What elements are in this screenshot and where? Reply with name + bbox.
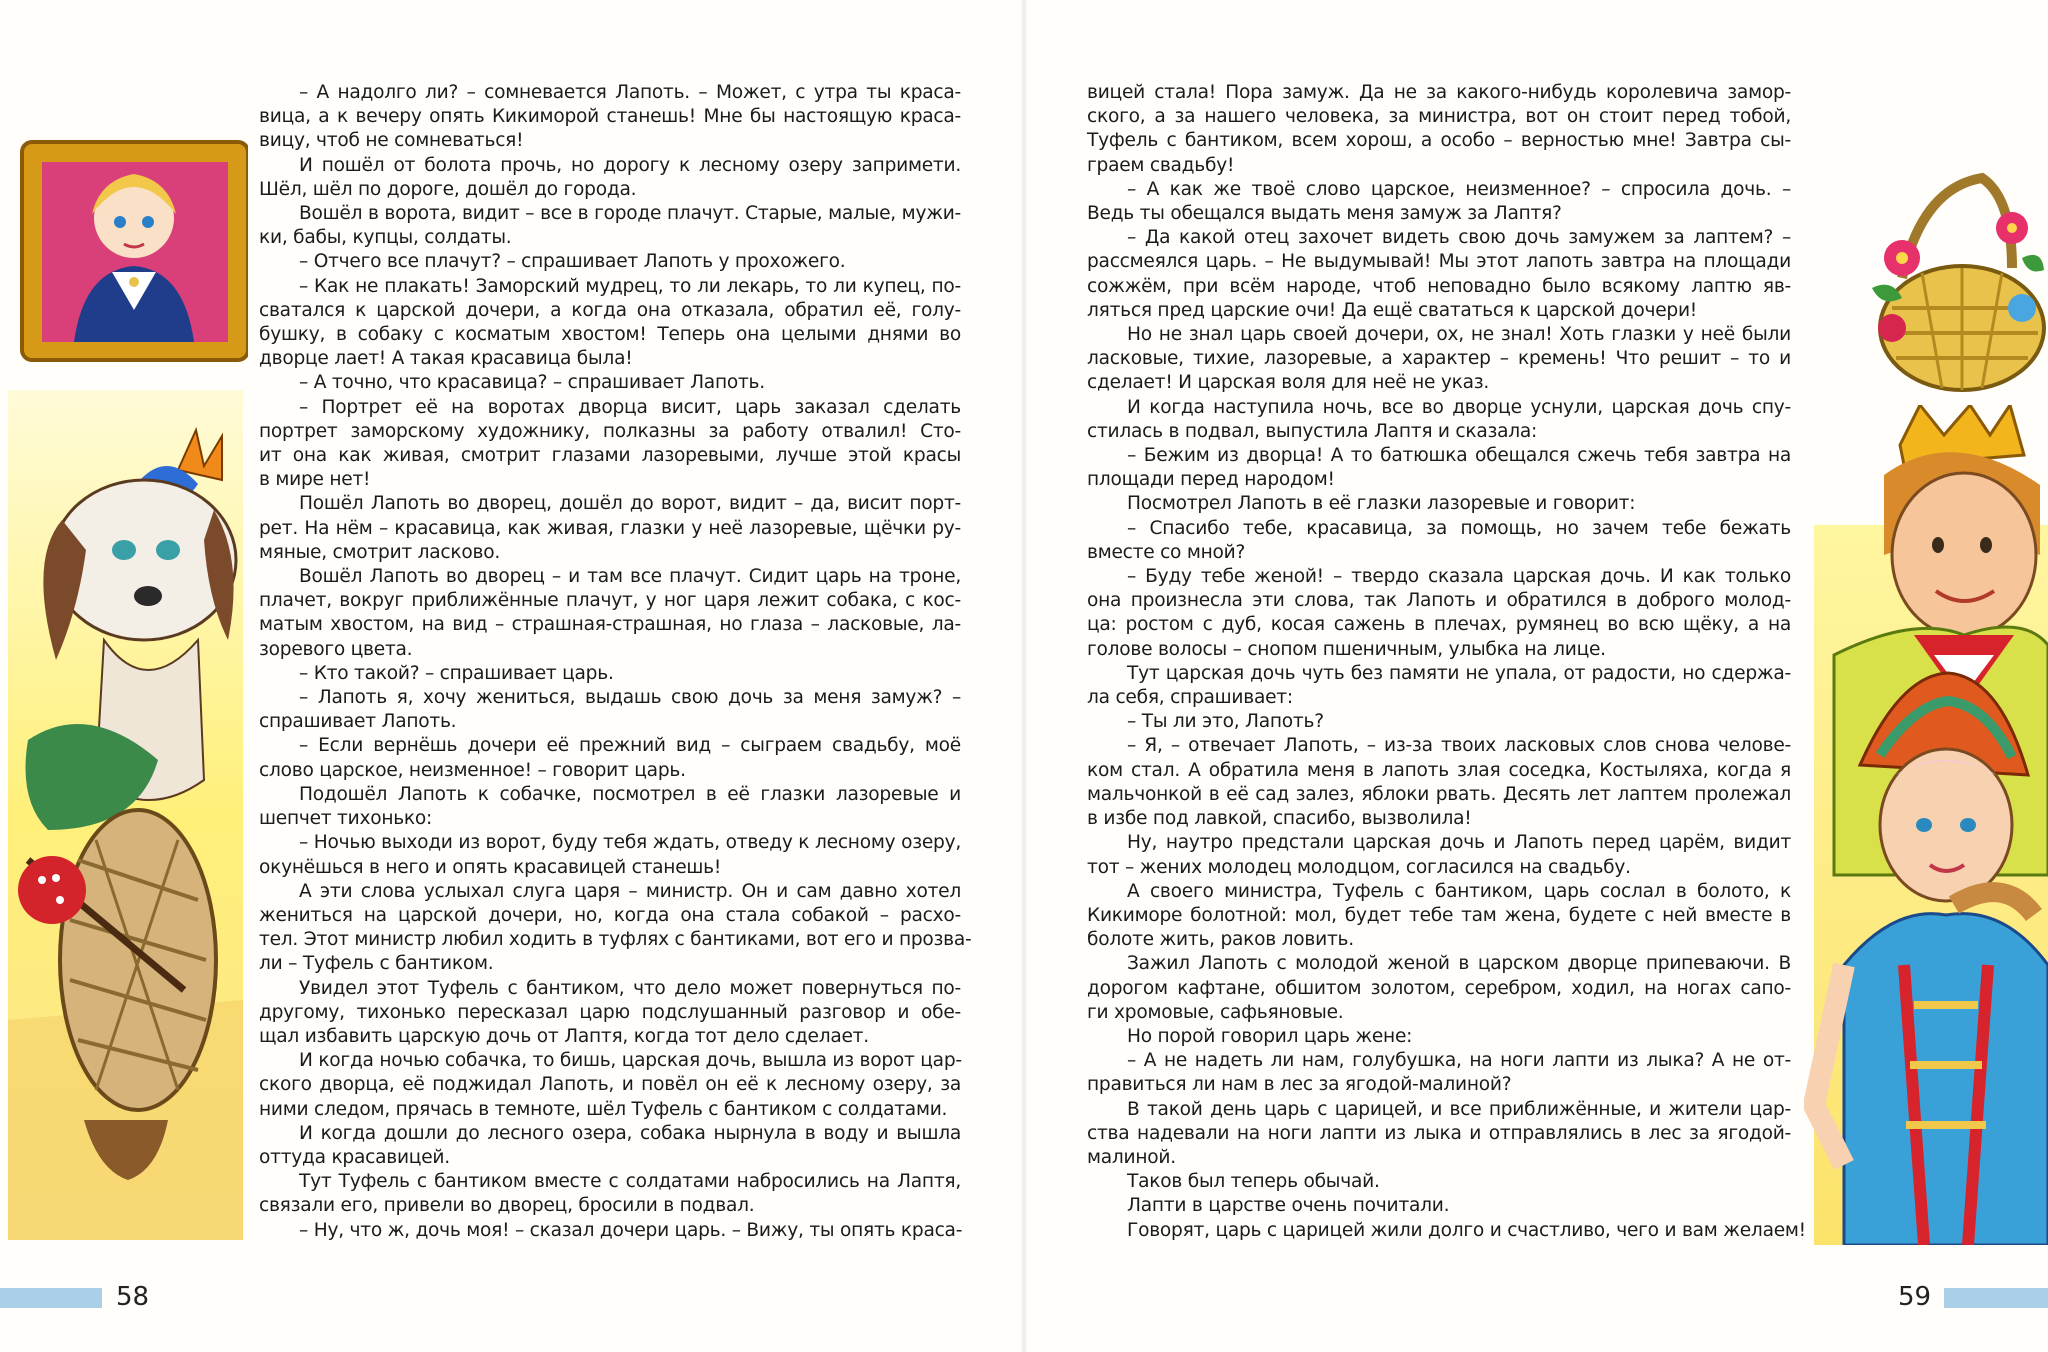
text-line: – Ну, что ж, дочь моя! – сказал дочери царь. – Вижу, ты опять краса- [299,1219,963,1241]
text-line: Ведь ты обещался выдать меня замуж за Лаптя? [1087,203,1562,225]
text-line: окунёшься в него и опять красавицей станешь! [259,856,722,878]
text-line: зоревого цвета. [259,638,413,660]
text-line: – Я, – отвечает Лапоть, – из-за твоих ласковых слов снова челове- [1127,735,1791,757]
text-line: ними следом, прячась в темноте, шёл Туфель с бантиком с солдатами. [259,1098,948,1120]
left-illustration-art [8,140,248,1240]
text-line: плачет, вокруг приближённые плачут, у ног царя лежит собака, с кос- [259,590,961,612]
text-line: – Спасибо тебе, красавица, за помощь, но зачем тебе бежать [1127,517,1791,539]
flower-basket-icon [1862,158,2048,398]
text-line: правиться ли нам в лес за ягодой-малиной? [1087,1074,1512,1096]
text-line: ги хромовые, сафьяновые. [1087,1001,1344,1023]
text-line: вицей стала! Пора замуж. Да не за какого-нибудь королевича замор- [1087,82,1791,103]
text-line: вместе со мной? [1087,541,1246,563]
text-line: стилась в подвал, выпустила Лаптя и сказала: [1087,420,1538,442]
text-line: ла себя, спрашивает: [1087,687,1293,709]
text-line: – А надолго ли? – сомневается Лапоть. – Может, с утра ты краса- [299,82,961,103]
text-line: слово царское, неизменное! – говорит царь. [259,759,686,781]
text-line: связали его, привели во дворец, бросили в подвал. [259,1195,755,1217]
text-line: – Портрет её на воротах дворца висит, царь заказал сделать [299,396,961,418]
text-line: ца: ростом с дуб, косая сажень в плечах, румянец во всю щёку, а на [1087,614,1791,636]
text-line: сватался к царской дочери, а когда она отказала, обратил её, голу- [259,299,961,321]
text-line: Подошёл Лапоть к собачке, посмотрел в её глазки лазоревые и [299,783,961,805]
text-line: она произнесла эти слова, так Лапоть и обратился в доброго молод- [1087,590,1791,612]
text-line: – Если вернёшь дочери её прежний вид – сыграем свадьбу, моё [299,735,961,757]
text-line: ки, бабы, купцы, солдаты. [259,227,512,249]
portrait-frame-icon [22,142,248,360]
text-line: – А как же твоё слово царское, неизменное? – спросила дочь. – [1127,178,1791,200]
text-line: болоте жить, раков ловить. [1087,929,1354,951]
page-number-left: 58 [116,1282,150,1312]
text-line: И когда ночью собачка, то бишь, царская дочь, вышла из ворот цар- [299,1050,962,1072]
text-line: в мире нет! [259,469,371,491]
text-line: – Буду тебе женой! – твердо сказала царская дочь. И как только [1127,566,1791,588]
text-line: ляться пред царские очи! Да ещё свататься к царской дочери! [1087,299,1698,321]
text-line: Шёл, шёл по дороге, дошёл до города. [259,178,637,200]
text-line: сожжём, при всём народе, чтоб неповадно было всякому лаптю яв- [1087,275,1791,297]
text-line: оттуда красавицей. [259,1146,450,1168]
right-illustration [1804,405,2048,1245]
text-line: ского дворца, её поджидал Лапоть, и повёл он её к лесному озеру, за [259,1074,961,1096]
text-line: бушку, в собаку с косматым хвостом! Теперь она целыми днями во [259,324,961,346]
text-line: – Кто такой? – спрашивает царь. [299,662,614,684]
text-line: И когда наступила ночь, все во дворце уснули, царская дочь спу- [1127,396,1791,418]
text-line: ли – Туфель с бантиком. [259,953,494,975]
text-line: – Ты ли это, Лапоть? [1127,711,1324,733]
text-line: жениться на царской дочери, но, когда она стала собакой – расхо- [259,904,961,926]
left-page-text [259,81,972,1243]
text-line: Вошёл Лапоть во дворец – и там все плачут. Сидит царь на троне, [299,566,961,588]
text-line: граем свадьбу! [1087,154,1235,176]
text-line: Но порой говорил царь жене: [1127,1025,1413,1047]
text-line: А эти слова услыхал слуга царя – министр. Он и сам давно хотел [299,880,961,902]
text-line: дорогом кафтане, обшитом золотом, серебром, ходил, на ногах сапо- [1087,977,1791,999]
text-line: Таков был теперь обычай. [1127,1171,1380,1193]
text-line: мяные, смотрит ласково. [259,541,500,563]
left-illustration [8,140,248,1240]
text-line: Говорят, царь с царицей жили долго и счастливо, чего и вам желаем! [1127,1219,1806,1241]
page-number-right: 59 [1898,1282,1932,1312]
footer-bar-right [1944,1288,2048,1308]
text-line: рет. На нём – красавица, как живая, глазки у неё лазоревые, щёчки ру- [259,517,961,539]
text-line: в избе под лавкой, спасибо, вызволила! [1087,808,1472,830]
text-line: Увидел этот Туфель с бантиком, что дело может повернуться по- [299,977,961,999]
text-line: тот – жених молодец молодцом, согласился на свадьбу. [1087,856,1631,878]
text-line: – Да какой отец захочет видеть свою дочь замужем за лаптем? – [1127,227,1791,249]
text-line: вица, а к вечеру опять Кикиморой станешь! Мне бы настоящую краса- [259,106,961,128]
text-line: И когда дошли до лесного озера, собака нырнула в воду и вышла [299,1122,961,1144]
text-line: – А точно, что красавица? – спрашивает Лапоть. [299,372,765,394]
text-line: щал избавить царскую дочь от Лаптя, когда тот дело сделает. [259,1025,869,1047]
text-line: – Бежим из дворца! А то батюшка обещался сжечь тебя завтра на [1127,445,1791,467]
text-line: ского, а за нашего человека, за министра, вот он стоит перед тобой, [1087,106,1791,128]
text-line: – Ночью выходи из ворот, буду тебя ждать, отведу к лесному озеру, [299,832,961,854]
right-page-text [1087,81,1806,1243]
text-line: Вошёл в ворота, видит – все в городе плачут. Старые, малые, мужи- [299,203,961,225]
text-line: И пошёл от болота прочь, но дорогу к лесному озеру запримети. [299,154,961,176]
text-line: рассмеялся царь. – Не выдумывай! Мы этот лапоть завтра на площади [1087,251,1791,273]
text-line: ит она как живая, смотрит глазами лазоревыми, лучше этой красы [259,445,961,467]
text-line: Тут Туфель с бантиком вместе с солдатами набросились на Лаптя, [299,1171,961,1193]
text-line: площади перед народом! [1087,469,1335,491]
text-line: – Как не плакать! Заморский мудрец, то ли лекарь, то ли купец, по- [299,275,961,297]
text-line: шепчет тихонько: [259,808,433,830]
text-line: Посмотрел Лапоть в её глазки лазоревые и говорит: [1127,493,1636,515]
text-line: портрет заморскому художнику, полказны за работу отвалил! Сто- [259,420,961,442]
text-line: малиной. [1087,1146,1176,1168]
text-line: дворце лает! А такая красавица была! [259,348,633,370]
text-line: вицу, чтоб не сомневаться! [259,130,524,152]
text-line: Зажил Лапоть с молодой женой в царском дворце припеваючи. В [1127,953,1791,975]
text-line: спрашивает Лапоть. [259,711,457,733]
text-line: – Отчего все плачут? – спрашивает Лапоть у прохожего. [299,251,846,273]
text-line: сделает! И царская воля для неё не указ. [1087,372,1490,394]
text-line: Кикиморе болотной: мол, будет тебе там жена, будете с ней вместе в [1087,904,1791,926]
text-line: В такой день царь с царицей, и все приближённые, и жители цар- [1127,1098,1791,1120]
text-line: Туфель с бантиком, всем хорош, а особо – верностью мне! Завтра сы- [1087,130,1791,152]
text-line: Ну, наутро предстали царская дочь и Лапоть перед царём, видит [1127,832,1791,854]
text-line: Пошёл Лапоть во дворец, дошёл до ворот, видит – да, висит порт- [299,493,961,515]
text-line: А своего министра, Туфель с бантиком, царь сослал в болото, к [1127,880,1791,902]
text-line: ласковые, тихие, лазоревые, а характер – кремень! Что решит – то и [1087,348,1791,370]
text-line: – Лапоть я, хочу жениться, выдашь свою дочь за меня замуж? – [299,687,961,709]
text-line: мальчонкой в её сад залез, яблоки рвать. Десять лет лаптем пролежал [1087,783,1791,805]
right-top-illustration [1862,158,2048,398]
text-line: другому, тихонько пересказал царю подслушанный разговор и обе- [259,1001,961,1023]
text-line: – А не надеть ли нам, голубушка, на ноги лапти из лыка? А не от- [1127,1050,1791,1072]
text-line: ства надевали на ноги лапти из лыка и отправлялись в лес за ягодой- [1087,1122,1791,1144]
footer-bar-left [0,1288,102,1308]
text-line: Но не знал царь своей дочери, ох, не знал! Хоть глазки у неё были [1127,324,1791,346]
text-line: матым хвостом, на вид – страшная-страшная, но глаза – ласковые, ла- [259,614,961,636]
right-illustration-art [1804,405,2048,1245]
text-line: тел. Этот министр любил ходить в туфлях с бантиками, вот его и прозва- [259,929,972,951]
text-line: Тут царская дочь чуть без памяти не упала, от радости, но сдержа- [1127,662,1791,684]
text-line: Лапти в царстве очень почитали. [1127,1195,1450,1217]
text-line: голове волосы – снопом пшеничным, улыбка на лице. [1087,638,1606,660]
text-line: ком стал. А обратила меня в лапоть злая соседка, Костыляха, когда я [1087,759,1791,781]
